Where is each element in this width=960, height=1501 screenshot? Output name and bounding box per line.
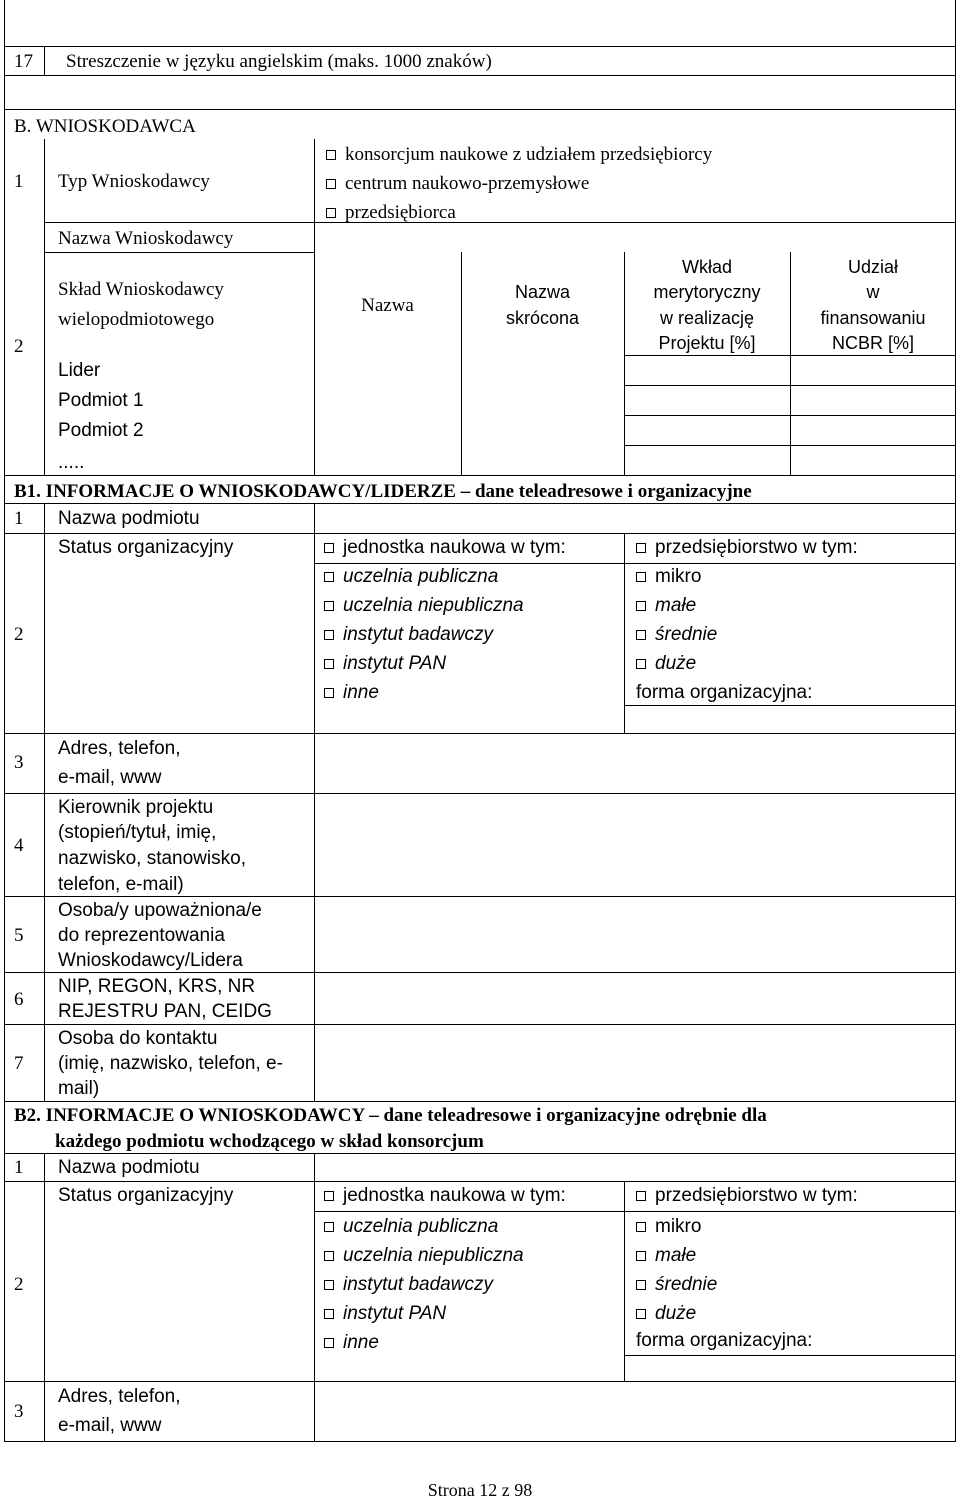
- b1-row-7-label-line2: (imię, nazwisko, telefon, e-: [58, 1053, 283, 1074]
- b1-row-7-label-line1: Osoba do kontaktu: [58, 1028, 218, 1049]
- checkbox-icon[interactable]: [326, 179, 336, 189]
- b2-opt-uczelnia-publiczna[interactable]: uczelnia publiczna: [324, 1217, 498, 1236]
- member-podmiot-2: Podmiot 2: [58, 420, 144, 441]
- b2-opt-male[interactable]: małe: [636, 1246, 696, 1265]
- b1-opt-inne[interactable]: inne: [324, 683, 379, 702]
- b2-forma-organizacyjna: forma organizacyjna:: [636, 1330, 813, 1351]
- b1-row-6-label-line2: REJESTRU PAN, CEIDG: [58, 1001, 272, 1022]
- checkbox-icon[interactable]: [324, 1338, 334, 1348]
- b1-row-5-number: 5: [14, 925, 24, 946]
- checkbox-icon[interactable]: [636, 1191, 646, 1201]
- checkbox-icon[interactable]: [636, 1251, 646, 1261]
- b2-row-2-label: Status organizacyjny: [58, 1185, 234, 1206]
- typ-label: Typ Wnioskodawcy: [58, 171, 210, 192]
- b1-opt-duze[interactable]: duże: [636, 654, 696, 673]
- typ-option-centrum[interactable]: centrum naukowo-przemysłowe: [326, 174, 589, 193]
- b1-row-1-label: Nazwa podmiotu: [58, 508, 200, 529]
- checkbox-icon[interactable]: [324, 572, 334, 582]
- checkbox-icon[interactable]: [326, 150, 336, 160]
- checkbox-icon[interactable]: [636, 630, 646, 640]
- b1-row-2-number: 2: [14, 624, 24, 645]
- col-nazwa-header: Nazwa: [361, 295, 414, 316]
- b1-row-2-label: Status organizacyjny: [58, 537, 234, 558]
- checkbox-icon[interactable]: [636, 659, 646, 669]
- b2-row-2-number: 2: [14, 1274, 24, 1295]
- col-wklad-line1: Wkład: [681, 257, 732, 277]
- b2-row-3-label-line2: e-mail, www: [58, 1415, 162, 1436]
- b2-przedsiebiorstwo[interactable]: przedsiębiorstwo w tym:: [636, 1186, 858, 1205]
- col-wklad-line4: Projektu [%]: [658, 333, 756, 353]
- b1-row-6-label-line1: NIP, REGON, KRS, NR: [58, 976, 256, 997]
- b1-title: B1. INFORMACJE O WNIOSKODAWCY/LIDERZE – dane teleadresowe i organizacyjne: [14, 481, 752, 502]
- b1-opt-srednie[interactable]: średnie: [636, 625, 717, 644]
- b2-opt-inne[interactable]: inne: [324, 1333, 379, 1352]
- col-udzial-line2: w: [866, 282, 880, 302]
- checkbox-icon[interactable]: [324, 1309, 334, 1319]
- b2-opt-uczelnia-niepubliczna[interactable]: uczelnia niepubliczna: [324, 1246, 524, 1265]
- b1-opt-instytut-pan[interactable]: instytut PAN: [324, 654, 446, 673]
- b1-jednostka-naukowa[interactable]: jednostka naukowa w tym:: [324, 538, 566, 557]
- checkbox-icon[interactable]: [324, 688, 334, 698]
- b2-row-1-number: 1: [14, 1157, 24, 1178]
- b1-opt-uczelnia-niepubliczna[interactable]: uczelnia niepubliczna: [324, 596, 524, 615]
- page-number: Strona 12 z 98: [427, 1480, 533, 1500]
- b1-row-7-label-line3: mail): [58, 1078, 100, 1099]
- sklad-label-line2: wielopodmiotowego: [58, 309, 215, 330]
- b1-forma-organizacyjna: forma organizacyjna:: [636, 682, 813, 703]
- b2-row-3-label-line1: Adres, telefon,: [58, 1386, 181, 1407]
- row-17-number: 17: [14, 51, 33, 72]
- col-udzial-line4: NCBR [%]: [831, 333, 914, 353]
- checkbox-icon[interactable]: [636, 601, 646, 611]
- b1-row-3-label-line2: e-mail, www: [58, 767, 162, 788]
- b1-opt-instytut-badawczy[interactable]: instytut badawczy: [324, 625, 493, 644]
- b1-row-7-number: 7: [14, 1053, 24, 1074]
- b2-opt-instytut-badawczy[interactable]: instytut badawczy: [324, 1275, 493, 1294]
- sklad-label-line1: Skład Wnioskodawcy: [58, 279, 224, 300]
- b1-row-4-label-line3: nazwisko, stanowisko,: [58, 848, 246, 869]
- checkbox-icon[interactable]: [636, 1222, 646, 1232]
- checkbox-icon[interactable]: [636, 572, 646, 582]
- col-wklad-line2: merytoryczny: [653, 282, 761, 302]
- b1-row-6-number: 6: [14, 989, 24, 1010]
- b1-row-3-label-line1: Adres, telefon,: [58, 738, 181, 759]
- b1-row-4-label-line4: telefon, e-mail): [58, 874, 184, 895]
- col-wklad-line3: w realizację: [659, 308, 755, 328]
- member-podmiot-1: Podmiot 1: [58, 390, 144, 411]
- typ-option-konsorcjum[interactable]: konsorcjum naukowe z udziałem przedsiębiorcy: [326, 145, 712, 164]
- b2-row-3-number: 3: [14, 1401, 24, 1422]
- checkbox-icon[interactable]: [324, 1251, 334, 1261]
- checkbox-icon[interactable]: [326, 208, 336, 218]
- b1-row-5-label-line1: Osoba/y upoważniona/e: [58, 900, 262, 921]
- b1-row-5-label-line2: do reprezentowania: [58, 925, 225, 946]
- checkbox-icon[interactable]: [324, 1191, 334, 1201]
- checkbox-icon[interactable]: [636, 1309, 646, 1319]
- b1-opt-mikro[interactable]: mikro: [636, 567, 701, 586]
- member-lider: Lider: [58, 360, 101, 381]
- b2-opt-srednie[interactable]: średnie: [636, 1275, 717, 1294]
- row-17-label: Streszczenie w języku angielskim (maks. 1000 znaków): [66, 51, 492, 72]
- b1-row-5-label-line3: Wnioskodawcy/Lidera: [58, 950, 243, 971]
- col-udzial-line1: Udział: [847, 257, 899, 277]
- b2-opt-mikro[interactable]: mikro: [636, 1217, 701, 1236]
- b1-row-4-label-line2: (stopień/tytuł, imię,: [58, 822, 217, 843]
- checkbox-icon[interactable]: [324, 543, 334, 553]
- checkbox-icon[interactable]: [324, 1280, 334, 1290]
- typ-number: 1: [14, 171, 24, 192]
- col-nazwa-skrocona-line1: Nazwa: [514, 282, 571, 302]
- checkbox-icon[interactable]: [324, 601, 334, 611]
- checkbox-icon[interactable]: [636, 1280, 646, 1290]
- row-2-number: 2: [14, 336, 24, 357]
- b2-opt-instytut-pan[interactable]: instytut PAN: [324, 1304, 446, 1323]
- nazwa-wnioskodawcy-label: Nazwa Wnioskodawcy: [58, 228, 234, 249]
- b2-row-1-label: Nazwa podmiotu: [58, 1157, 200, 1178]
- checkbox-icon[interactable]: [324, 659, 334, 669]
- b1-przedsiebiorstwo[interactable]: przedsiębiorstwo w tym:: [636, 538, 858, 557]
- checkbox-icon[interactable]: [324, 1222, 334, 1232]
- member-more: .....: [58, 452, 85, 473]
- b1-row-4-number: 4: [14, 835, 24, 856]
- b1-row-3-number: 3: [14, 752, 24, 773]
- b2-title-line2: każdego podmiotu wchodzącego w skład konsorcjum: [55, 1131, 484, 1152]
- col-nazwa-skrocona-line2: skrócona: [505, 308, 580, 328]
- b1-row-1-number: 1: [14, 508, 24, 529]
- section-b-title: B. WNIOSKODAWCA: [14, 116, 196, 137]
- typ-option-przedsiebiorca[interactable]: przedsiębiorca: [326, 203, 456, 222]
- col-udzial-line3: finansowaniu: [820, 308, 926, 328]
- b1-opt-male[interactable]: małe: [636, 596, 696, 615]
- b2-opt-duze[interactable]: duże: [636, 1304, 696, 1323]
- checkbox-icon[interactable]: [636, 543, 646, 553]
- b2-jednostka-naukowa[interactable]: jednostka naukowa w tym:: [324, 1186, 566, 1205]
- b1-opt-uczelnia-publiczna[interactable]: uczelnia publiczna: [324, 567, 498, 586]
- b2-title-line1: B2. INFORMACJE O WNIOSKODAWCY – dane teleadresowe i organizacyjne odrębnie dla: [14, 1105, 767, 1126]
- b1-row-4-label-line1: Kierownik projektu: [58, 797, 214, 818]
- checkbox-icon[interactable]: [324, 630, 334, 640]
